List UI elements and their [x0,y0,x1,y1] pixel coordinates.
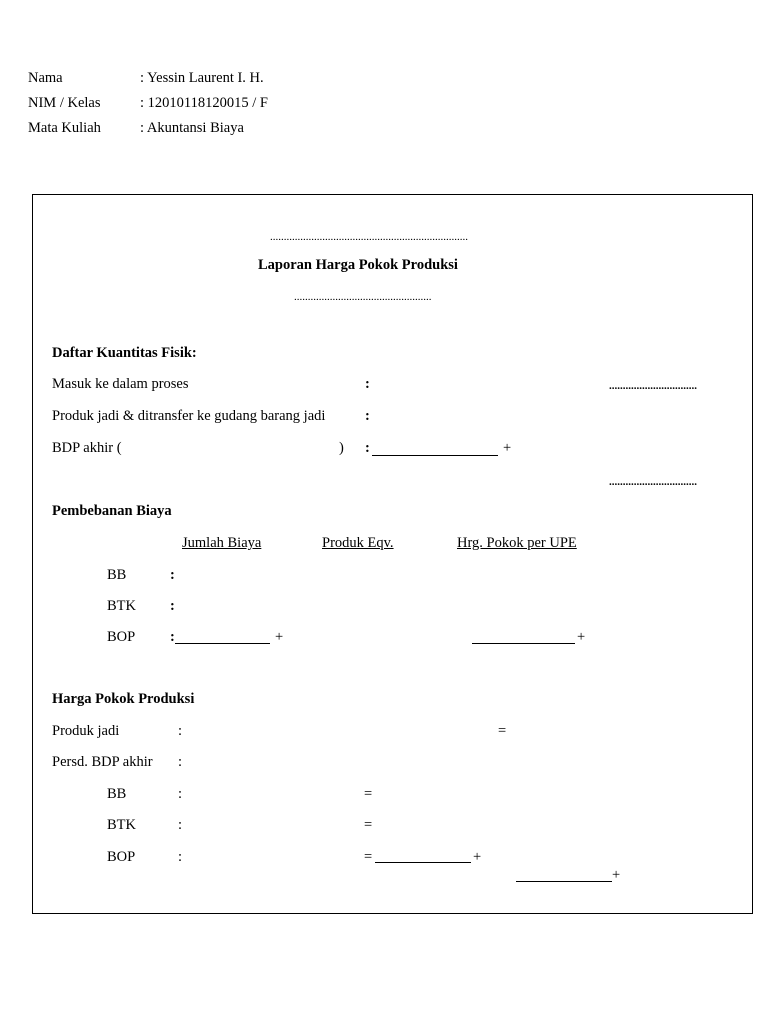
mata-kuliah-value: : Akuntansi Biaya [140,120,244,136]
masuk-proses-label: Masuk ke dalam proses [52,376,189,392]
pembebanan-bb-label: BB [107,567,127,583]
pembebanan-btk-colon: : [170,598,175,614]
hpp-bop-plus: + [473,849,482,865]
hpp-produk-jadi-label: Produk jadi [52,723,120,739]
hpp-persd-bdp-label: Persd. BDP akhir [52,754,153,770]
bdp-akhir-underline [372,455,498,456]
masuk-proses-total-placeholder: ................................ [609,380,697,392]
pembebanan-bop-harga-plus: + [577,629,586,645]
hpp-bb-equals: = [364,786,373,802]
bdp-akhir-plus: + [503,440,512,456]
pembebanan-bop-harga-underline [472,643,575,644]
nim-value: : 12010118120015 / F [140,95,268,111]
pembebanan-bop-jumlah-underline [175,643,270,644]
nim-label: NIM / Kelas [28,95,101,111]
col-harga-pokok-upe: Hrg. Pokok per UPE [457,535,577,551]
hpp-heading: Harga Pokok Produksi [52,691,195,707]
masuk-proses-colon: : [365,376,370,392]
hpp-total-underline [516,881,612,882]
company-name-placeholder: ........................................................................ [270,231,468,243]
pembebanan-bop-jumlah-plus: + [275,629,284,645]
kuantitas-heading: Daftar Kuantitas Fisik: [52,345,197,361]
hpp-bop-label: BOP [107,849,136,865]
hpp-bop-colon: : [178,849,183,865]
nama-label: Nama [28,70,63,86]
pembebanan-heading: Pembebanan Biaya [52,503,172,519]
hpp-bop-equals: = [364,849,373,865]
hpp-btk-equals: = [364,817,373,833]
kuantitas-total-placeholder: ................................ [609,476,697,488]
nama-value: : Yessin Laurent I. H. [140,70,264,86]
hpp-bop-underline [375,862,471,863]
period-placeholder: .................................................. [294,291,432,303]
col-jumlah-biaya: Jumlah Biaya [182,535,262,551]
report-title: Laporan Harga Pokok Produksi [258,257,458,273]
hpp-produk-jadi-equals: = [498,723,507,739]
hpp-produk-jadi-colon: : [178,723,183,739]
pembebanan-bop-label: BOP [107,629,136,645]
col-produk-eqv: Produk Eqv. [322,535,394,551]
hpp-total-plus: + [612,867,621,883]
produk-jadi-colon: : [365,408,370,424]
produk-jadi-label: Produk jadi & ditransfer ke gudang barang jadi [52,408,326,424]
hpp-persd-bdp-colon: : [178,754,183,770]
pembebanan-btk-label: BTK [107,598,136,614]
pembebanan-bb-colon: : [170,567,175,583]
bdp-akhir-label: BDP akhir ( [52,440,122,456]
hpp-bb-colon: : [178,786,183,802]
hpp-btk-label: BTK [107,817,136,833]
hpp-btk-colon: : [178,817,183,833]
hpp-bb-label: BB [107,786,127,802]
bdp-akhir-colon: : [365,440,370,456]
mata-kuliah-label: Mata Kuliah [28,120,101,136]
pembebanan-bop-colon: : [170,629,175,645]
bdp-akhir-close-paren: ) [339,440,344,456]
